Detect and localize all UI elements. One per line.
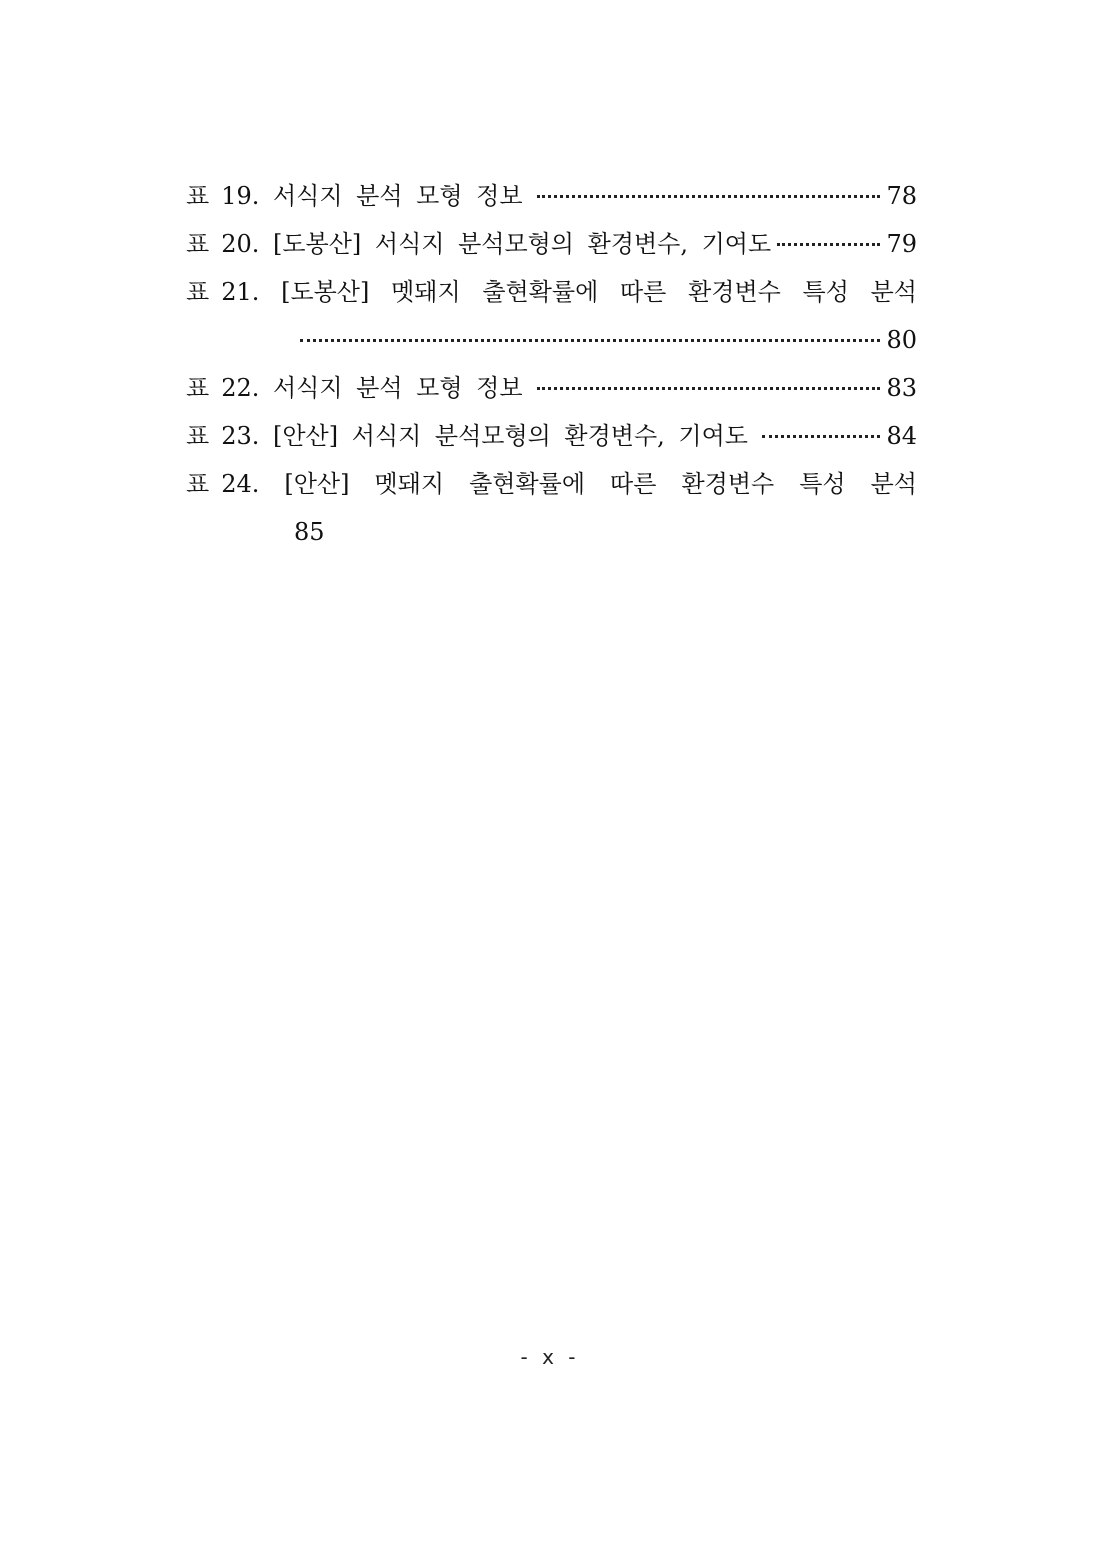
toc-entry-23[interactable] <box>186 412 917 460</box>
toc-entry-title: 21. [도봉산] 멧돼지 출현확률에 따른 환경변수 특성 분석 <box>221 278 917 306</box>
toc-entry-title: 22. 서식지 분석 모형 정보 <box>221 374 523 402</box>
toc-entry-24[interactable] <box>186 460 917 508</box>
toc-entry-19[interactable] <box>186 172 917 220</box>
toc-entry-page: 79 <box>886 230 917 258</box>
toc-entry-page: 83 <box>886 374 917 402</box>
table-of-tables <box>186 172 917 556</box>
toc-entry-title: 23. [안산] 서식지 분석모형의 환경변수, 기여도 <box>221 422 748 450</box>
toc-entry-21[interactable] <box>186 268 917 316</box>
dot-leader <box>537 195 881 198</box>
dot-leader <box>537 387 881 390</box>
toc-entry-22[interactable] <box>186 364 917 412</box>
toc-entry-24-continuation[interactable] <box>186 508 917 556</box>
dot-leader <box>762 435 880 438</box>
toc-entry-page: 80 <box>886 326 917 354</box>
toc-entry-prefix: 표 <box>186 278 210 306</box>
toc-entry-prefix: 표 <box>186 182 210 210</box>
dot-leader <box>300 339 880 342</box>
toc-entry-21-continuation[interactable] <box>186 316 917 364</box>
toc-entry-prefix: 표 <box>186 374 210 402</box>
toc-entry-20[interactable] <box>186 220 917 268</box>
toc-entry-page: 85 <box>294 518 325 546</box>
page-number-footer: - x - <box>520 1345 580 1369</box>
dot-leader <box>777 243 880 246</box>
toc-entry-title: 24. [안산] 멧돼지 출현확률에 따른 환경변수 특성 분석 <box>221 470 917 498</box>
toc-entry-page: 78 <box>886 182 917 210</box>
toc-entry-prefix: 표 <box>186 230 210 258</box>
toc-entry-title: 19. 서식지 분석 모형 정보 <box>221 182 523 210</box>
toc-entry-page: 84 <box>886 422 917 450</box>
toc-entry-title: 20. [도봉산] 서식지 분석모형의 환경변수, 기여도 <box>221 230 772 258</box>
toc-entry-prefix: 표 <box>186 422 210 450</box>
toc-entry-prefix: 표 <box>186 470 210 498</box>
